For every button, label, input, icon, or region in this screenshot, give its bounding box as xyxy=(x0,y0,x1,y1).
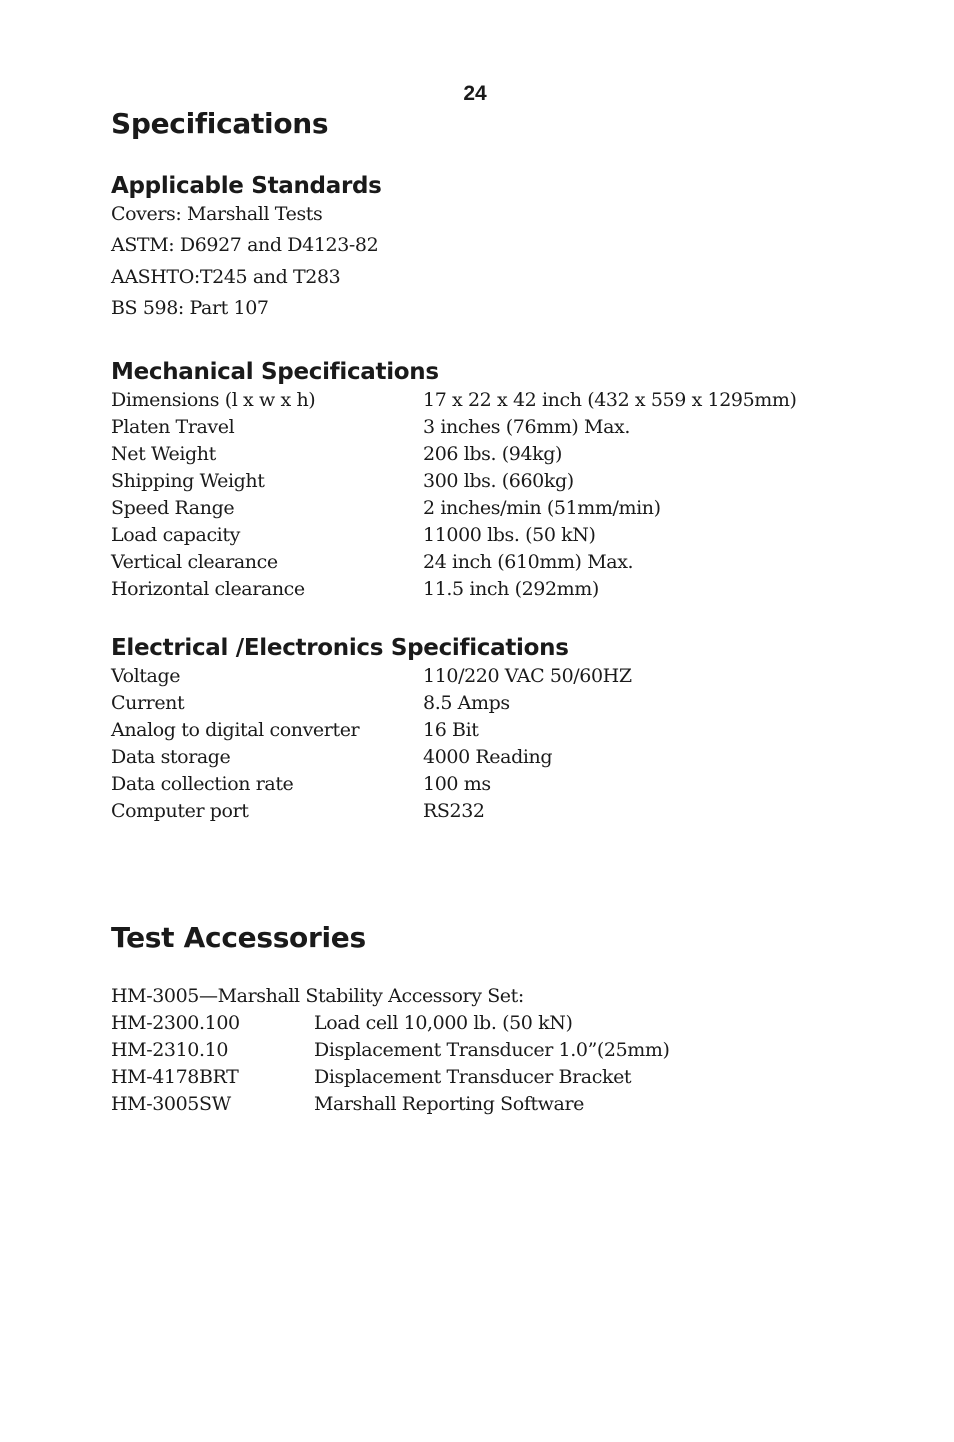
applicable-standards-list xyxy=(111,199,378,324)
spec-row xyxy=(111,576,797,603)
spec-label: Current xyxy=(111,692,185,714)
accessory-item xyxy=(111,1064,670,1091)
accessory-code: HM-3005SW xyxy=(111,1093,231,1115)
accessory-description: Displacement Transducer Bracket xyxy=(314,1066,632,1088)
test-accessories-heading: Test Accessories xyxy=(111,921,366,954)
spec-row xyxy=(111,771,632,798)
spec-value: 2 inches/min (51mm/min) xyxy=(423,497,661,519)
spec-label: Analog to digital converter xyxy=(111,719,360,741)
mechanical-specs-heading: Mechanical Specifications xyxy=(111,359,439,385)
spec-row xyxy=(111,495,797,522)
accessories-list xyxy=(111,983,670,1118)
spec-row xyxy=(111,690,632,717)
spec-value: 24 inch (610mm) Max. xyxy=(423,551,634,573)
spec-row xyxy=(111,468,797,495)
accessory-description: Load cell 10,000 lb. (50 kN) xyxy=(314,1012,573,1034)
spec-label: Load capacity xyxy=(111,524,240,546)
spec-value: 3 inches (76mm) Max. xyxy=(423,416,630,438)
spec-label: Vertical clearance xyxy=(111,551,278,573)
accessory-description: Displacement Transducer 1.0”(25mm) xyxy=(314,1039,670,1061)
spec-value: 11.5 inch (292mm) xyxy=(423,578,599,600)
spec-row xyxy=(111,441,797,468)
spec-row xyxy=(111,744,632,771)
spec-label: Dimensions (l x w x h) xyxy=(111,389,316,411)
accessory-code: HM-2310.10 xyxy=(111,1039,229,1061)
spec-value: 100 ms xyxy=(423,773,491,795)
standard-line: BS 598: Part 107 xyxy=(111,296,269,319)
spec-label: Computer port xyxy=(111,800,249,822)
spec-value: 8.5 Amps xyxy=(423,692,510,714)
spec-value: 4000 Reading xyxy=(423,746,553,768)
spec-row xyxy=(111,798,632,825)
spec-label: Horizontal clearance xyxy=(111,578,305,600)
page-number: 24 xyxy=(463,82,487,105)
spec-row xyxy=(111,387,797,414)
spec-row xyxy=(111,663,632,690)
spec-row xyxy=(111,717,632,744)
spec-value: 11000 lbs. (50 kN) xyxy=(423,524,596,546)
spec-row xyxy=(111,549,797,576)
spec-value: 17 x 22 x 42 inch (432 x 559 x 1295mm) xyxy=(423,389,797,411)
electrical-specs-table xyxy=(111,663,632,825)
spec-label: Net Weight xyxy=(111,443,216,465)
spec-row xyxy=(111,414,797,441)
spec-label: Data collection rate xyxy=(111,773,294,795)
spec-value: 110/220 VAC 50/60HZ xyxy=(423,665,632,687)
accessory-description: Marshall Reporting Software xyxy=(314,1093,584,1115)
spec-value: 300 lbs. (660kg) xyxy=(423,470,574,492)
accessory-code: HM-4178BRT xyxy=(111,1066,239,1088)
spec-value: RS232 xyxy=(423,800,485,822)
electrical-specs-heading: Electrical /Electronics Specifications xyxy=(111,635,569,661)
page-title: Specifications xyxy=(111,107,329,140)
spec-label: Speed Range xyxy=(111,497,235,519)
standard-line: ASTM: D6927 and D4123-82 xyxy=(111,234,379,257)
spec-value: 16 Bit xyxy=(423,719,479,741)
standard-line: AASHTO:T245 and T283 xyxy=(111,265,341,288)
accessories-intro: HM-3005—Marshall Stability Accessory Set: xyxy=(111,985,524,1007)
spec-label: Shipping Weight xyxy=(111,470,265,492)
accessory-item xyxy=(111,1037,670,1064)
applicable-standards-heading: Applicable Standards xyxy=(111,173,382,199)
accessory-item xyxy=(111,1091,670,1118)
accessory-item xyxy=(111,1010,670,1037)
spec-label: Platen Travel xyxy=(111,416,235,438)
standard-line: Covers: Marshall Tests xyxy=(111,203,323,225)
spec-label: Data storage xyxy=(111,746,231,768)
mechanical-specs-table xyxy=(111,387,797,603)
accessory-code: HM-2300.100 xyxy=(111,1012,240,1034)
spec-value: 206 lbs. (94kg) xyxy=(423,443,563,465)
spec-row xyxy=(111,522,797,549)
spec-label: Voltage xyxy=(111,665,181,687)
